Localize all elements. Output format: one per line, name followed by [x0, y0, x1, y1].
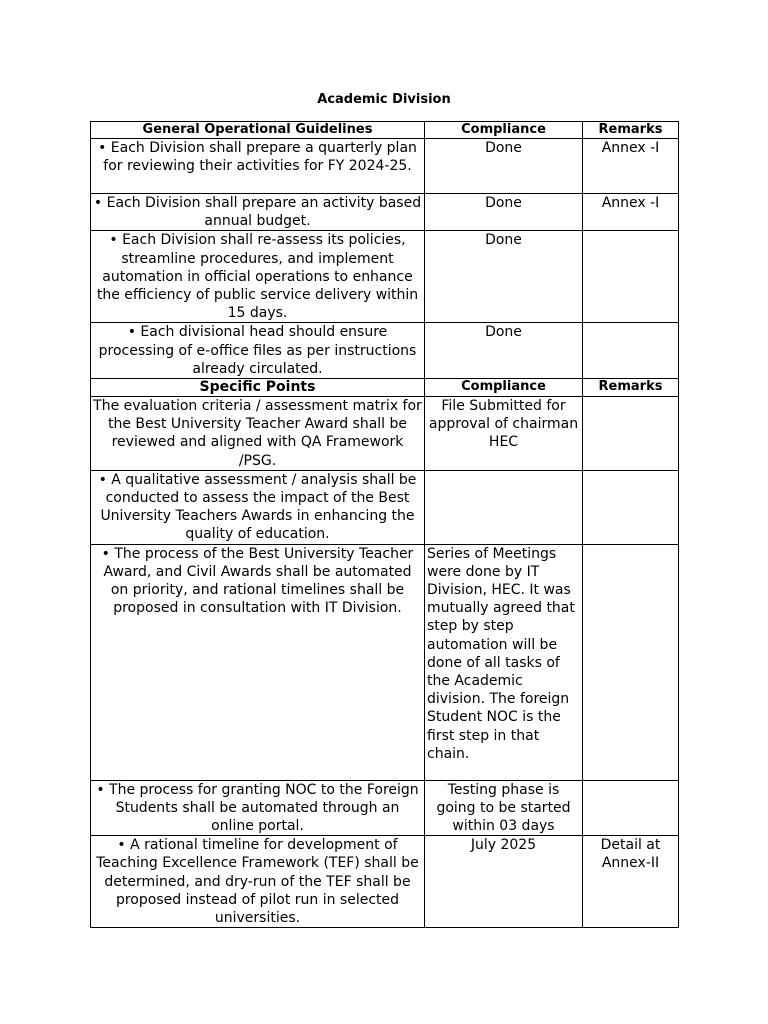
point-cell: The evaluation criteria / assessment matrix for the Best University Teacher Award shall be reviewed and aligned with QA Framework /PSG. — [91, 397, 425, 471]
table-row — [91, 194, 679, 231]
remarks-cell — [583, 780, 679, 836]
table-row — [91, 470, 679, 544]
general-guidelines-header: General Operational Guidelines — [91, 122, 425, 139]
compliance-cell: File Submitted for approval of chairman HEC — [425, 397, 583, 471]
table-row — [91, 836, 679, 928]
compliance-cell: Done — [425, 194, 583, 231]
table-row — [91, 397, 679, 471]
remarks-cell: Annex -I — [583, 139, 679, 194]
table-row — [91, 544, 679, 780]
compliance-cell: July 2025 — [425, 836, 583, 928]
guideline-cell: • Each Division shall prepare an activity based annual budget. — [91, 194, 425, 231]
compliance-cell: Done — [425, 139, 583, 194]
guideline-cell: • Each divisional head should ensure processing of e-office files as per instructions already circulated. — [91, 323, 425, 379]
compliance-cell: Done — [425, 231, 583, 323]
specific-points-header: Specific Points — [91, 379, 425, 397]
general-remarks-header: Remarks — [583, 122, 679, 139]
point-cell: • The process of the Best University Teacher Award, and Civil Awards shall be automated on priority, and rational timelines shall be proposed in consultation with IT Division. — [91, 544, 425, 780]
guidelines-table — [90, 121, 679, 928]
compliance-cell: Done — [425, 323, 583, 379]
remarks-cell — [583, 397, 679, 471]
remarks-cell — [583, 323, 679, 379]
specific-header-row — [91, 379, 679, 397]
compliance-cell: Testing phase is going to be started within 03 days — [425, 780, 583, 836]
guideline-cell: • Each Division shall prepare a quarterly plan for reviewing their activities for FY 2024-25. — [91, 139, 425, 194]
table-row — [91, 231, 679, 323]
table-row — [91, 323, 679, 379]
point-cell: • A rational timeline for development of Teaching Excellence Framework (TEF) shall be determined, and dry-run of the TEF shall be proposed instead of pilot run in selected universities. — [91, 836, 425, 928]
compliance-cell — [425, 470, 583, 544]
remarks-cell: Detail at Annex-II — [583, 836, 679, 928]
point-cell: • A qualitative assessment / analysis shall be conducted to assess the impact of the Best University Teachers Awards in enhancing the quality of education. — [91, 470, 425, 544]
guideline-cell: • Each Division shall re-assess its policies, streamline procedures, and implement automation in official operations to enhance the efficiency of public service delivery within 15 days. — [91, 231, 425, 323]
point-cell: • The process for granting NOC to the Foreign Students shall be automated through an online portal. — [91, 780, 425, 836]
document-title: Academic Division — [317, 92, 451, 107]
compliance-cell: Series of Meetings were done by IT Division, HEC. It was mutually agreed that step by step automation will be done of all tasks of the Academic division. The foreign Student NOC is the first step in that chain. — [425, 544, 583, 780]
specific-remarks-header: Remarks — [583, 379, 679, 397]
remarks-cell — [583, 470, 679, 544]
remarks-cell: Annex -I — [583, 194, 679, 231]
general-header-row — [91, 122, 679, 139]
remarks-cell — [583, 544, 679, 780]
table-row — [91, 780, 679, 836]
specific-compliance-header: Compliance — [425, 379, 583, 397]
remarks-cell — [583, 231, 679, 323]
table-row — [91, 139, 679, 194]
general-compliance-header: Compliance — [425, 122, 583, 139]
